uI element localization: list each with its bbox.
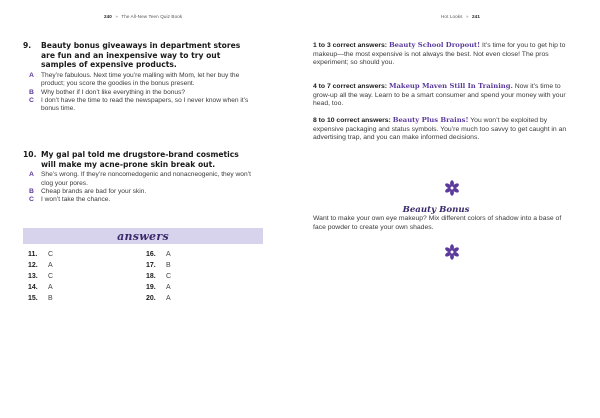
answers-title: answers — [117, 229, 169, 243]
score-verdict: Beauty School Dropout! — [388, 41, 481, 49]
question-10 — [23, 150, 255, 205]
score-description: It’s time for you to get hip to makeup—the most expensive is not always the best. Not even close! The pros experiment; so should you. — [313, 42, 566, 67]
score-result-low — [313, 41, 571, 68]
left-running-head — [104, 14, 182, 19]
question-number: 10. — [23, 150, 37, 159]
answer-row — [28, 271, 53, 282]
answer-value: B — [166, 262, 171, 269]
answer-row — [28, 282, 53, 293]
option-a — [23, 171, 255, 188]
answer-number: 11. — [28, 251, 38, 258]
answer-number: 19. — [146, 284, 156, 291]
answer-number: 17. — [146, 262, 156, 269]
answer-number: 14. — [28, 284, 38, 291]
score-description: Now it’s time to grow-up all the way. Learn to be a smart consumer and spend your money with your head, too. — [313, 83, 566, 108]
answer-value: A — [48, 284, 53, 291]
option-text: Why bother if I don’t like everything in the bonus? — [41, 88, 186, 96]
option-text: She’s wrong. If they’re noncomedogenic and nonacneogenic, they won’t clog your pores. — [41, 171, 251, 187]
left-page-number: 240 — [104, 14, 112, 19]
option-c — [23, 97, 255, 114]
question-number: 9. — [23, 41, 32, 50]
option-letter: C — [29, 97, 34, 104]
answer-value: B — [48, 295, 53, 302]
score-result-mid — [313, 82, 571, 109]
score-verdict: Beauty Plus Brains! — [392, 116, 469, 124]
question-9 — [23, 41, 255, 114]
answer-number: 13. — [28, 273, 38, 280]
option-b — [23, 89, 255, 97]
option-b — [23, 188, 255, 196]
answers-header-band — [23, 228, 263, 244]
score-description: You won’t be exploited by expensive packaging and status symbols. You’re much too savvy to get caught in an advertising trap, and you can make informed decisions. — [313, 117, 567, 142]
answer-row — [146, 271, 171, 282]
answer-number: 20. — [146, 295, 156, 302]
section-title: Hot Looks — [441, 14, 463, 19]
option-letter: C — [29, 196, 34, 204]
answer-value: A — [48, 262, 53, 269]
answer-row — [146, 282, 171, 293]
option-letter: A — [29, 171, 34, 179]
option-text: I won’t take the chance. — [41, 196, 111, 204]
beauty-bonus-title: Beauty Bonus — [402, 205, 470, 215]
score-result-high — [313, 116, 571, 143]
header-separator: » — [115, 14, 119, 19]
answer-row — [28, 293, 53, 304]
flower-ornament-icon — [444, 180, 460, 196]
beauty-bonus-text: Want to make your own eye makeup? Mix different colors of shadow into a base of face powder to create your own shades. — [313, 215, 562, 231]
option-text: Cheap brands are bad for your skin. — [41, 188, 147, 195]
answer-row — [146, 260, 171, 271]
right-running-head — [441, 14, 480, 19]
score-verdict: Makeup Maven Still In Training. — [388, 82, 513, 90]
score-range: 4 to 7 correct answers: — [313, 83, 388, 90]
answer-value: A — [166, 284, 171, 291]
answer-value: C — [48, 273, 54, 280]
option-letter: B — [29, 188, 34, 195]
right-page — [300, 0, 600, 418]
option-letter: A — [29, 71, 34, 79]
answer-number: 15. — [28, 295, 38, 302]
answer-value: C — [166, 273, 172, 280]
answer-number: 18. — [146, 273, 156, 280]
option-c — [23, 196, 255, 204]
option-letter: B — [29, 88, 34, 96]
flower-ornament-icon — [444, 244, 460, 260]
option-text: They’re fabulous. Next time you’re malling with Mom, let her buy the product; you score the goodies in the bonus present. — [41, 71, 240, 88]
score-range: 8 to 10 correct answers: — [313, 117, 391, 124]
answer-row — [146, 249, 171, 260]
option-a — [23, 72, 255, 89]
answer-row — [28, 260, 53, 271]
answers-column-1 — [28, 249, 53, 304]
answer-value: A — [166, 295, 171, 302]
book-title: The All-New Teen Quiz Book — [121, 14, 183, 19]
question-text: Beauty bonus giveaways in department stores are fun and an inexpensive way to try out samples of expensive products. — [41, 41, 241, 70]
answers-column-2 — [146, 249, 171, 304]
score-range: 1 to 3 correct answers: — [313, 42, 388, 49]
answer-number: 16. — [146, 251, 156, 258]
answer-value: C — [48, 251, 54, 258]
right-page-number: 241 — [472, 14, 480, 19]
option-text: I don’t have the time to read the newspapers, so I never know when it’s bonus time. — [41, 97, 249, 113]
answer-row — [146, 293, 171, 304]
header-separator: » — [465, 14, 469, 19]
answer-row — [28, 249, 53, 260]
question-text: My gal pal told me drugstore-brand cosmetics will make my acne-prone skin break out. — [41, 150, 239, 169]
answer-number: 12. — [28, 262, 38, 269]
answer-value: A — [166, 251, 171, 258]
